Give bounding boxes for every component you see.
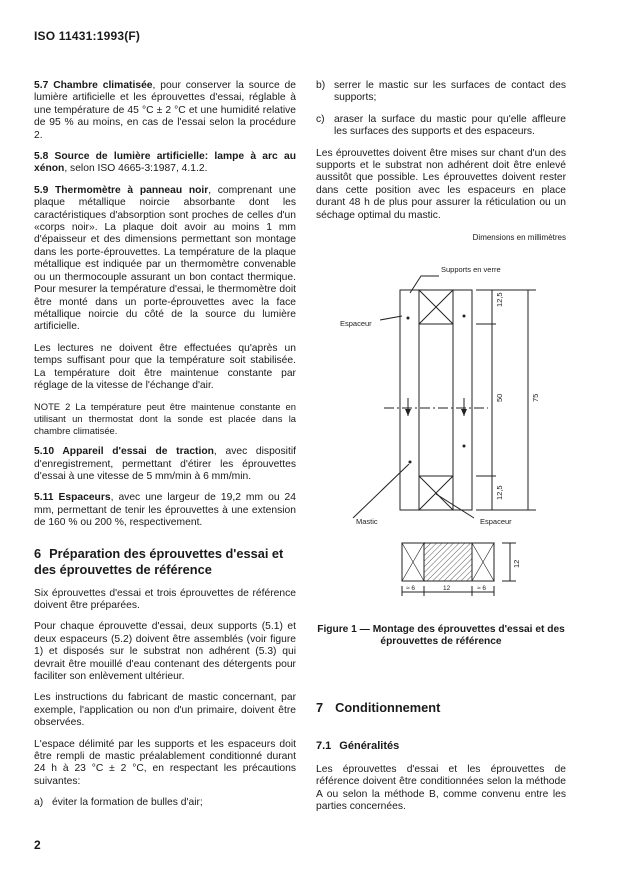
section-6-heading xyxy=(34,546,296,578)
section-7-1-number: 7.1 xyxy=(316,740,332,752)
paragraph-5-11 xyxy=(34,492,296,529)
section-7-heading xyxy=(316,700,440,715)
label-espaceur-right: Espaceur xyxy=(480,517,512,526)
left-support-hatch xyxy=(402,543,424,581)
list-item-a xyxy=(34,797,296,809)
section-7-title: Conditionnement xyxy=(335,700,441,715)
note-2: NOTE 2 La température peut être maintenue constante en utilisant un thermostat dont la sonde est placée dans la chambre climatisée. xyxy=(34,401,296,436)
text-5-7: , pour conserver la source de lumière artificielle et les éprouvettes d'essai, réglable à une température de 45 °C ± 2 °C et une humidité relative de 95 % au moins, en cas de l'essai selon la procédure 2. xyxy=(34,80,297,141)
cross-section-mastic xyxy=(424,543,472,581)
dim-12-5-top: 12,5 xyxy=(495,292,504,307)
paragraph-6-c: Les instructions du fabricant de mastic concernant, par exemple, l'application ou non d'un primaire, doivent être observées. xyxy=(34,692,296,729)
heading-5-8: 5.8 Source de lumière artificielle: lampe à arc au xénon xyxy=(34,151,296,175)
paragraph-6-b: Pour chaque éprouvette d'essai, deux supports (5.1) et deux espaceurs (5.2) doivent être assemblés (voir figure 1) et disposés sur le substrat non adhérent (5.3) qui devrait être mouillé d'eau contenant des détergents pour faciliter son enlèvement ultérieur. xyxy=(34,621,296,682)
dim-12-5-bottom: 12,5 xyxy=(495,485,504,500)
heading-5-7: 5.7 Chambre climatisée xyxy=(34,80,153,91)
page-number: 2 xyxy=(34,838,41,852)
left-column xyxy=(34,80,296,819)
text-5-9: , comprenant une plaque métallique noircie absorbante dont les caractéristiques d'absorption sont proches de celles d'un «corps noir». La plaque doit avoir au moins 1 mm d'épaisseur et des dimensions permettant son montage dans les porte-éprouvettes. La température de la plaque métallique est indiquée par un thermomètre convenable ou un thermocouple assurant un bon contact thermique. Pour mesurer la température d'essai, le thermomètre doit être monté dans un porte-éprouvettes avec la face métallique noircie du côté de la source du lumière artificielle. xyxy=(34,184,296,333)
figure-1-caption: Figure 1 — Montage des éprouvettes d'essai et des éprouvettes de référence xyxy=(317,624,565,648)
list-label-c: c) xyxy=(316,113,325,125)
right-support-hatch xyxy=(472,543,494,581)
paragraph-5-10 xyxy=(34,446,296,483)
paragraph-5-8 xyxy=(34,151,296,176)
section-6-number: 6 xyxy=(34,545,42,561)
label-supports-en-verre: Supports en verre xyxy=(441,265,501,274)
paragraph-5-7 xyxy=(34,80,296,142)
dim-12-bottom: 12 xyxy=(443,585,451,592)
list-label-b: b) xyxy=(316,80,326,91)
paragraph-5-9 xyxy=(34,185,296,334)
right-column xyxy=(316,80,566,244)
list-label-a: a) xyxy=(34,797,44,809)
dim-75: 75 xyxy=(531,393,540,402)
text-5-11: , avec une largeur de 19,2 mm ou 24 mm, permettant de tenir les éprouvettes à une extension de 160 % ou 200 %, respectivement. xyxy=(34,492,297,529)
heading-5-9: 5.9 Thermomètre à panneau noir xyxy=(34,184,209,196)
text-5-8: , selon ISO 4665-3:1987, 4.1.2. xyxy=(64,163,208,175)
paragraph-6-d: L'espace délimité par les supports et les espaceurs doit être rempli de mastic préalablement conditionné durant 24 h à 23 °C ± 2 °C, en respectant les précautions suivantes: xyxy=(34,738,296,787)
dimensions-note: Dimensions en millimètres xyxy=(472,233,566,243)
section-7-number: 7 xyxy=(316,700,324,715)
paragraph-6-a: Six éprouvettes d'essai et trois éprouvettes de référence doivent être préparées. xyxy=(34,587,296,611)
dim-6-left: ≈ 6 xyxy=(406,585,415,592)
section-6-title: Préparation des éprouvettes d'essai et des éprouvettes de référence xyxy=(34,545,284,577)
list-item-c xyxy=(316,114,566,139)
paragraph-lectures: Les lectures ne doivent être effectuées qu'après un temps suffisant pour que la température soit stabilisée. La température doit être maintenue constante par réglage de la vitesse de l'échange d'air. xyxy=(34,342,296,391)
section-7-1-heading xyxy=(316,740,399,752)
document-header: ISO 11431:1993(F) xyxy=(34,29,141,43)
section-7-1-body: Les éprouvettes d'essai et les éprouvettes de référence doivent être conditionnées selon la méthode A ou selon la méthode B, comme convenu entre les parties concernées. xyxy=(316,764,566,813)
list-item-b xyxy=(316,80,566,105)
list-text-a: éviter la formation de bulles d'air; xyxy=(52,797,203,809)
list-text-b: serrer le mastic sur les surfaces de contact des supports; xyxy=(334,80,566,104)
dim-6-right: ≈ 6 xyxy=(477,585,486,592)
label-espaceur-left: Espaceur xyxy=(340,319,372,328)
heading-5-10: 5.10 Appareil d'essai de traction xyxy=(34,446,214,458)
assembly-outline xyxy=(400,290,472,510)
heading-5-11: 5.11 Espaceurs xyxy=(34,492,111,504)
dim-50: 50 xyxy=(495,393,504,402)
paragraph-mises: Les éprouvettes doivent être mises sur chant d'un des supports et le substrat non adhérent doit être enlevé aussitôt que possible. Les éprouvettes doivent rester dans cette position avec les espaceurs en place durant 48 h de plus pour assurer la réticulation ou un séchage optimal du mastic. xyxy=(316,147,566,221)
dim-12-side: 12 xyxy=(512,559,521,568)
section-7-1-title: Généralités xyxy=(339,740,400,752)
list-text-c: araser la surface du mastic pour qu'elle affleure les surfaces des supports et des espaceurs. xyxy=(334,113,566,138)
label-mastic: Mastic xyxy=(356,517,378,526)
text-5-10: , avec dispositif d'enregistrement, permettant d'étirer les éprouvettes d'essai à une vitesse de 5 mm/min à 6 mm/min. xyxy=(34,446,296,482)
figure-1-diagram xyxy=(316,256,566,596)
